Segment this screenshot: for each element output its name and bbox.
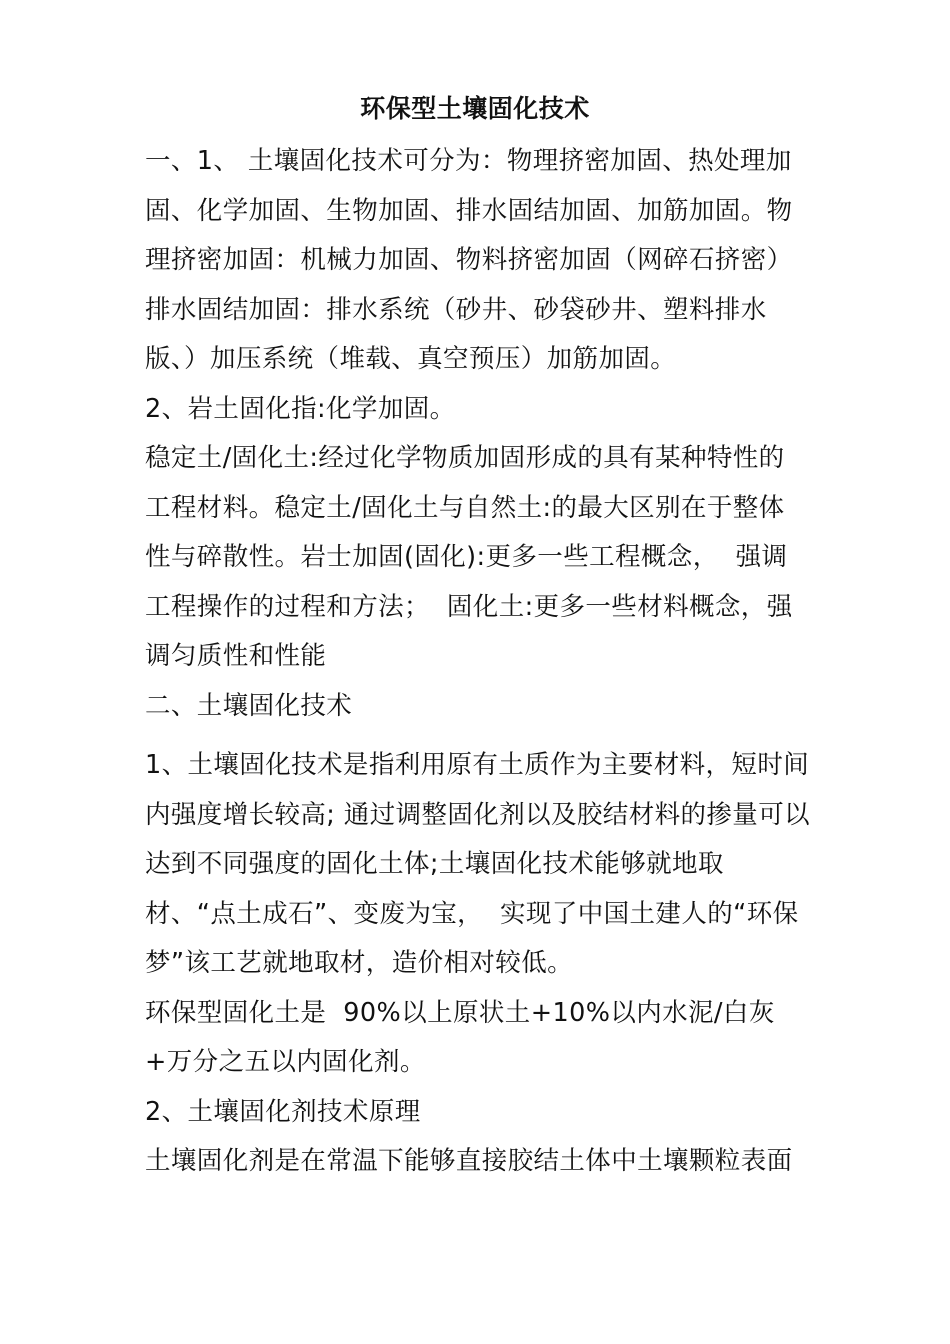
document-body bbox=[145, 137, 810, 1187]
paragraph-technique-description: 1、土壤固化技术是指利用原有土质作为主要材料，短时间内强度增长较高; 通过调整固化剂以及胶结材料的掺量可以达到不同强度的固化土体;土壤固化技术能够就地取材、“点土成石”、变废为宝， 实现了中国土建人的“环保梦”该工艺就地取材，造价相对较低。 bbox=[145, 750, 810, 978]
paragraph-stabilized-soil-definition: 稳定土/固化土:经过化学物质加固形成的具有某种特性的工程材料。稳定土/固化土与自然土:的最大区别在于整体性与碎散性。岩士加固(固化):更多一些工程概念， 强调工程操作的过程和方法； 固化土:更多一些材料概念，强调匀质性和性能 bbox=[145, 443, 793, 671]
paragraph-soil-solidification-categories: 一、1、 土壤固化技术可分为：物理挤密加固、热处理加固、化学加固、生物加固、排水固结加固、加筋加固。物理挤密加固：机械力加固、物料挤密加固（网碎石挤密）排水固结加固：排水系统（砂井、砂袋砂井、塑料排水版、）加压系统（堆载、真空预压）加筋加固。 bbox=[145, 146, 793, 374]
document-title: 环保型土壤固化技术 bbox=[360, 94, 590, 123]
paragraph-eco-solidified-soil-composition: 环保型固化土是 90%以上原状土+10%以内水泥/白灰+万分之五以内固化剂。 bbox=[145, 997, 775, 1077]
paragraph-solidifier-definition: 土壤固化剂是在常温下能够直接胶结土体中土壤颗粒表面 bbox=[145, 1146, 793, 1176]
section-heading-solidifier-principle: 2、土壤固化剂技术原理 bbox=[145, 1096, 421, 1127]
section-heading-soil-solidification: 二、土壤固化技术 bbox=[145, 690, 353, 721]
paragraph-geotechnical-solidification: 2、岩土固化指:化学加固。 bbox=[145, 393, 456, 424]
